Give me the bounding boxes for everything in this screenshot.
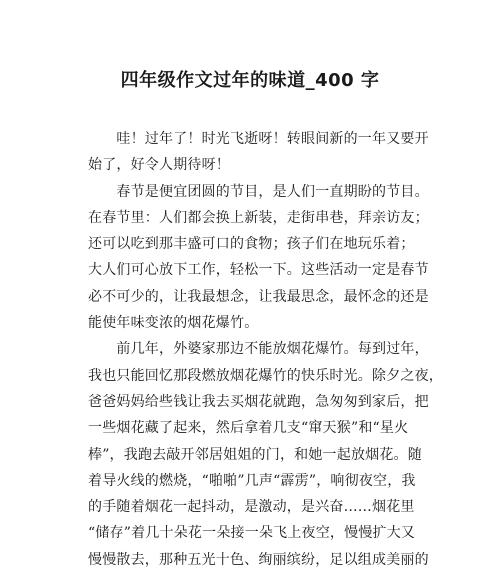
text-line: 的手随着烟花一起抖动，是激动，是兴奋……烟花里: [88, 499, 415, 516]
text-line: 一些烟花藏了起来，然后拿着几支“窜天猴”和“星火: [88, 420, 409, 437]
text-line: 春节是便宜团圆的节目，是人们一直期盼的节目。: [88, 183, 429, 200]
document-title: 四年级作文过年的味道_400 字: [120, 70, 380, 91]
text-line: 前几年，外婆家那边不能放烟花爆竹。每到过年，: [88, 341, 429, 358]
text-line: 着导火线的燃烧，“啪啪”几声“霹雳”，响彻夜空，我: [88, 472, 416, 489]
text-line: 棒”，我跑去敲开邻居姐姐的门，和她一起放烟花。随: [88, 446, 422, 463]
text-line: 始了，好令人期待呀！: [88, 157, 230, 174]
text-line: 慢慢散去，那种五光十色、绚丽缤纷，足以组成美丽的: [88, 551, 429, 568]
document-body: [88, 126, 443, 573]
text-line: 我也只能回忆那段燃放烟花爆竹的快乐时光。除夕之夜，: [88, 367, 443, 384]
text-line: 爸爸妈妈给些钱让我去买烟花就跑，急匆匆到家后，把: [88, 393, 429, 410]
text-line: 哇！过年了！时光飞逝呀！转眼间新的一年又要开: [88, 131, 429, 147]
text-line: 还可以吃到那丰盛可口的食物；孩子们在地玩乐着；: [88, 236, 415, 253]
text-line: 能使年味变浓的烟花爆竹。: [88, 315, 259, 332]
text-line: “储存”着几十朵花一朵接一朵飞上夜空，慢慢扩大又: [88, 525, 416, 542]
text-line: 大人们可心放下工作，轻松一下。这些活动一定是春节: [88, 262, 429, 279]
text-line: 必不可少的，让我最想念，让我最思念，最怀念的还是: [88, 288, 429, 305]
text-line: 在春节里：人们都会换上新装，走街串巷，拜亲访友；: [88, 209, 429, 226]
